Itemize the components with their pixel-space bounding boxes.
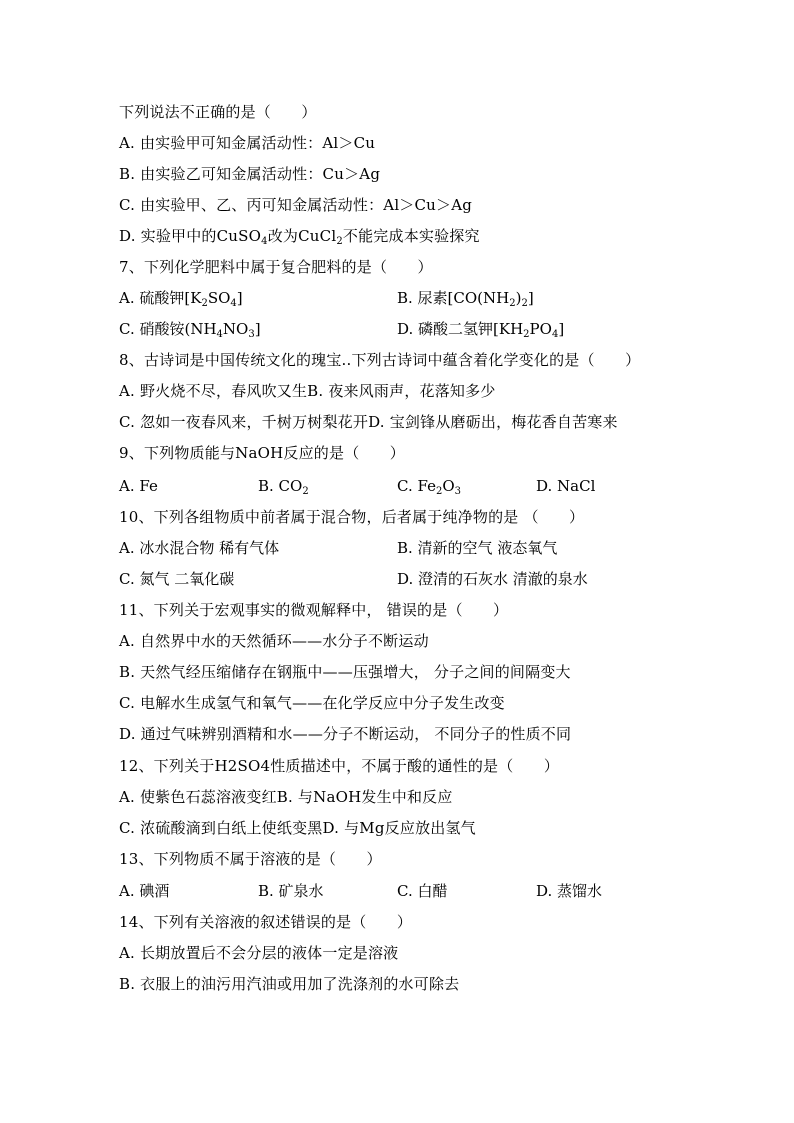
q10-option-b: B. 清新的空气 液态氧气 — [397, 539, 558, 557]
q9-stem: 9、下列物质能与NaOH反应的是（ ） — [119, 444, 405, 462]
q13-option-c: C. 白醋 — [397, 882, 448, 900]
q11-stem: 11、下列关于宏观事实的微观解释中， 错误的是（ ） — [119, 601, 509, 619]
q14-option-a: A. 长期放置后不会分层的液体一定是溶液 — [119, 944, 399, 962]
q10-stem: 10、下列各组物质中前者属于混合物，后者属于纯净物的是 （ ） — [119, 508, 585, 526]
q7-option-a: A. 硫酸钾$[K_2SO_4]$ — [119, 289, 243, 309]
q11-option-c: C. 电解水生成氢气和氧气——在化学反应中分子发生改变 — [119, 694, 505, 712]
q11-option-b: B. 天然气经压缩储存在钢瓶中——压强增大， 分子之间的间隔变大 — [119, 663, 571, 681]
q7-option-b: B. 尿素$[CO(NH_2)_2]$ — [397, 289, 534, 309]
q6-option-d: D. 实验甲中的CuSO$_4$改为CuCl$_2$不能完成本实验探究 — [119, 227, 480, 247]
q13-stem: 13、下列物质不属于溶液的是（ ） — [119, 850, 382, 868]
q14-option-b: B. 衣服上的油污用汽油或用加了洗涤剂的水可除去 — [119, 975, 460, 993]
q9-option-d: D. NaCl — [536, 477, 596, 495]
q8-stem: 8、古诗词是中国传统文化的瑰宝..下列古诗词中蕴含着化学变化的是（ ） — [119, 351, 641, 369]
q6-option-c: C. 由实验甲、乙、丙可知金属活动性：Al＞Cu＞Ag — [119, 196, 473, 214]
q11-option-d: D. 通过气味辨别酒精和水——分子不断运动， 不同分子的性质不同 — [119, 725, 572, 743]
q10-option-d: D. 澄清的石灰水 清澈的泉水 — [397, 570, 588, 588]
q7-option-d: D. 磷酸二氢钾$[KH_2PO_4]$ — [397, 320, 565, 340]
q6-option-a: A. 由实验甲可知金属活动性：Al＞Cu — [119, 134, 376, 152]
q6-option-b: B. 由实验乙可知金属活动性：Cu＞Ag — [119, 165, 381, 183]
q6-stem: 下列说法不正确的是（ ） — [119, 103, 317, 121]
q13-option-b: B. 矿泉水 — [258, 882, 324, 900]
q8-options-cd: C. 忽如一夜春风来，千树万树梨花开D. 宝剑锋从磨砺出，梅花香自苦寒来 — [119, 413, 618, 431]
q13-option-d: D. 蒸馏水 — [536, 882, 603, 900]
q12-options-cd: C. 浓硫酸滴到白纸上使纸变黑D. 与Mg反应放出氢气 — [119, 819, 476, 837]
q12-stem: 12、下列关于H2SO4性质描述中，不属于酸的通性的是（ ） — [119, 757, 560, 775]
q8-options-ab: A. 野火烧不尽，春风吹又生B. 夜来风雨声，花落知多少 — [119, 382, 496, 400]
q14-stem: 14、下列有关溶液的叙述错误的是（ ） — [119, 913, 413, 931]
q9-option-a: A. Fe — [119, 477, 158, 495]
q11-option-a: A. 自然界中水的天然循环——水分子不断运动 — [119, 632, 429, 650]
q9-option-b: B. $CO_2$ — [258, 477, 309, 497]
q7-stem: 7、下列化学肥料中属于复合肥料的是（ ） — [119, 258, 433, 276]
q10-option-c: C. 氮气 二氧化碳 — [119, 570, 235, 588]
q7-option-c: C. 硝酸铵$(NH_4NO_3]$ — [119, 320, 261, 340]
q10-option-a: A. 冰水混合物 稀有气体 — [119, 539, 280, 557]
q12-options-ab: A. 使紫色石蕊溶液变红B. 与NaOH发生中和反应 — [119, 788, 453, 806]
q9-option-c: C. $Fe_2O_3$ — [397, 477, 462, 497]
q13-option-a: A. 碘酒 — [119, 882, 170, 900]
